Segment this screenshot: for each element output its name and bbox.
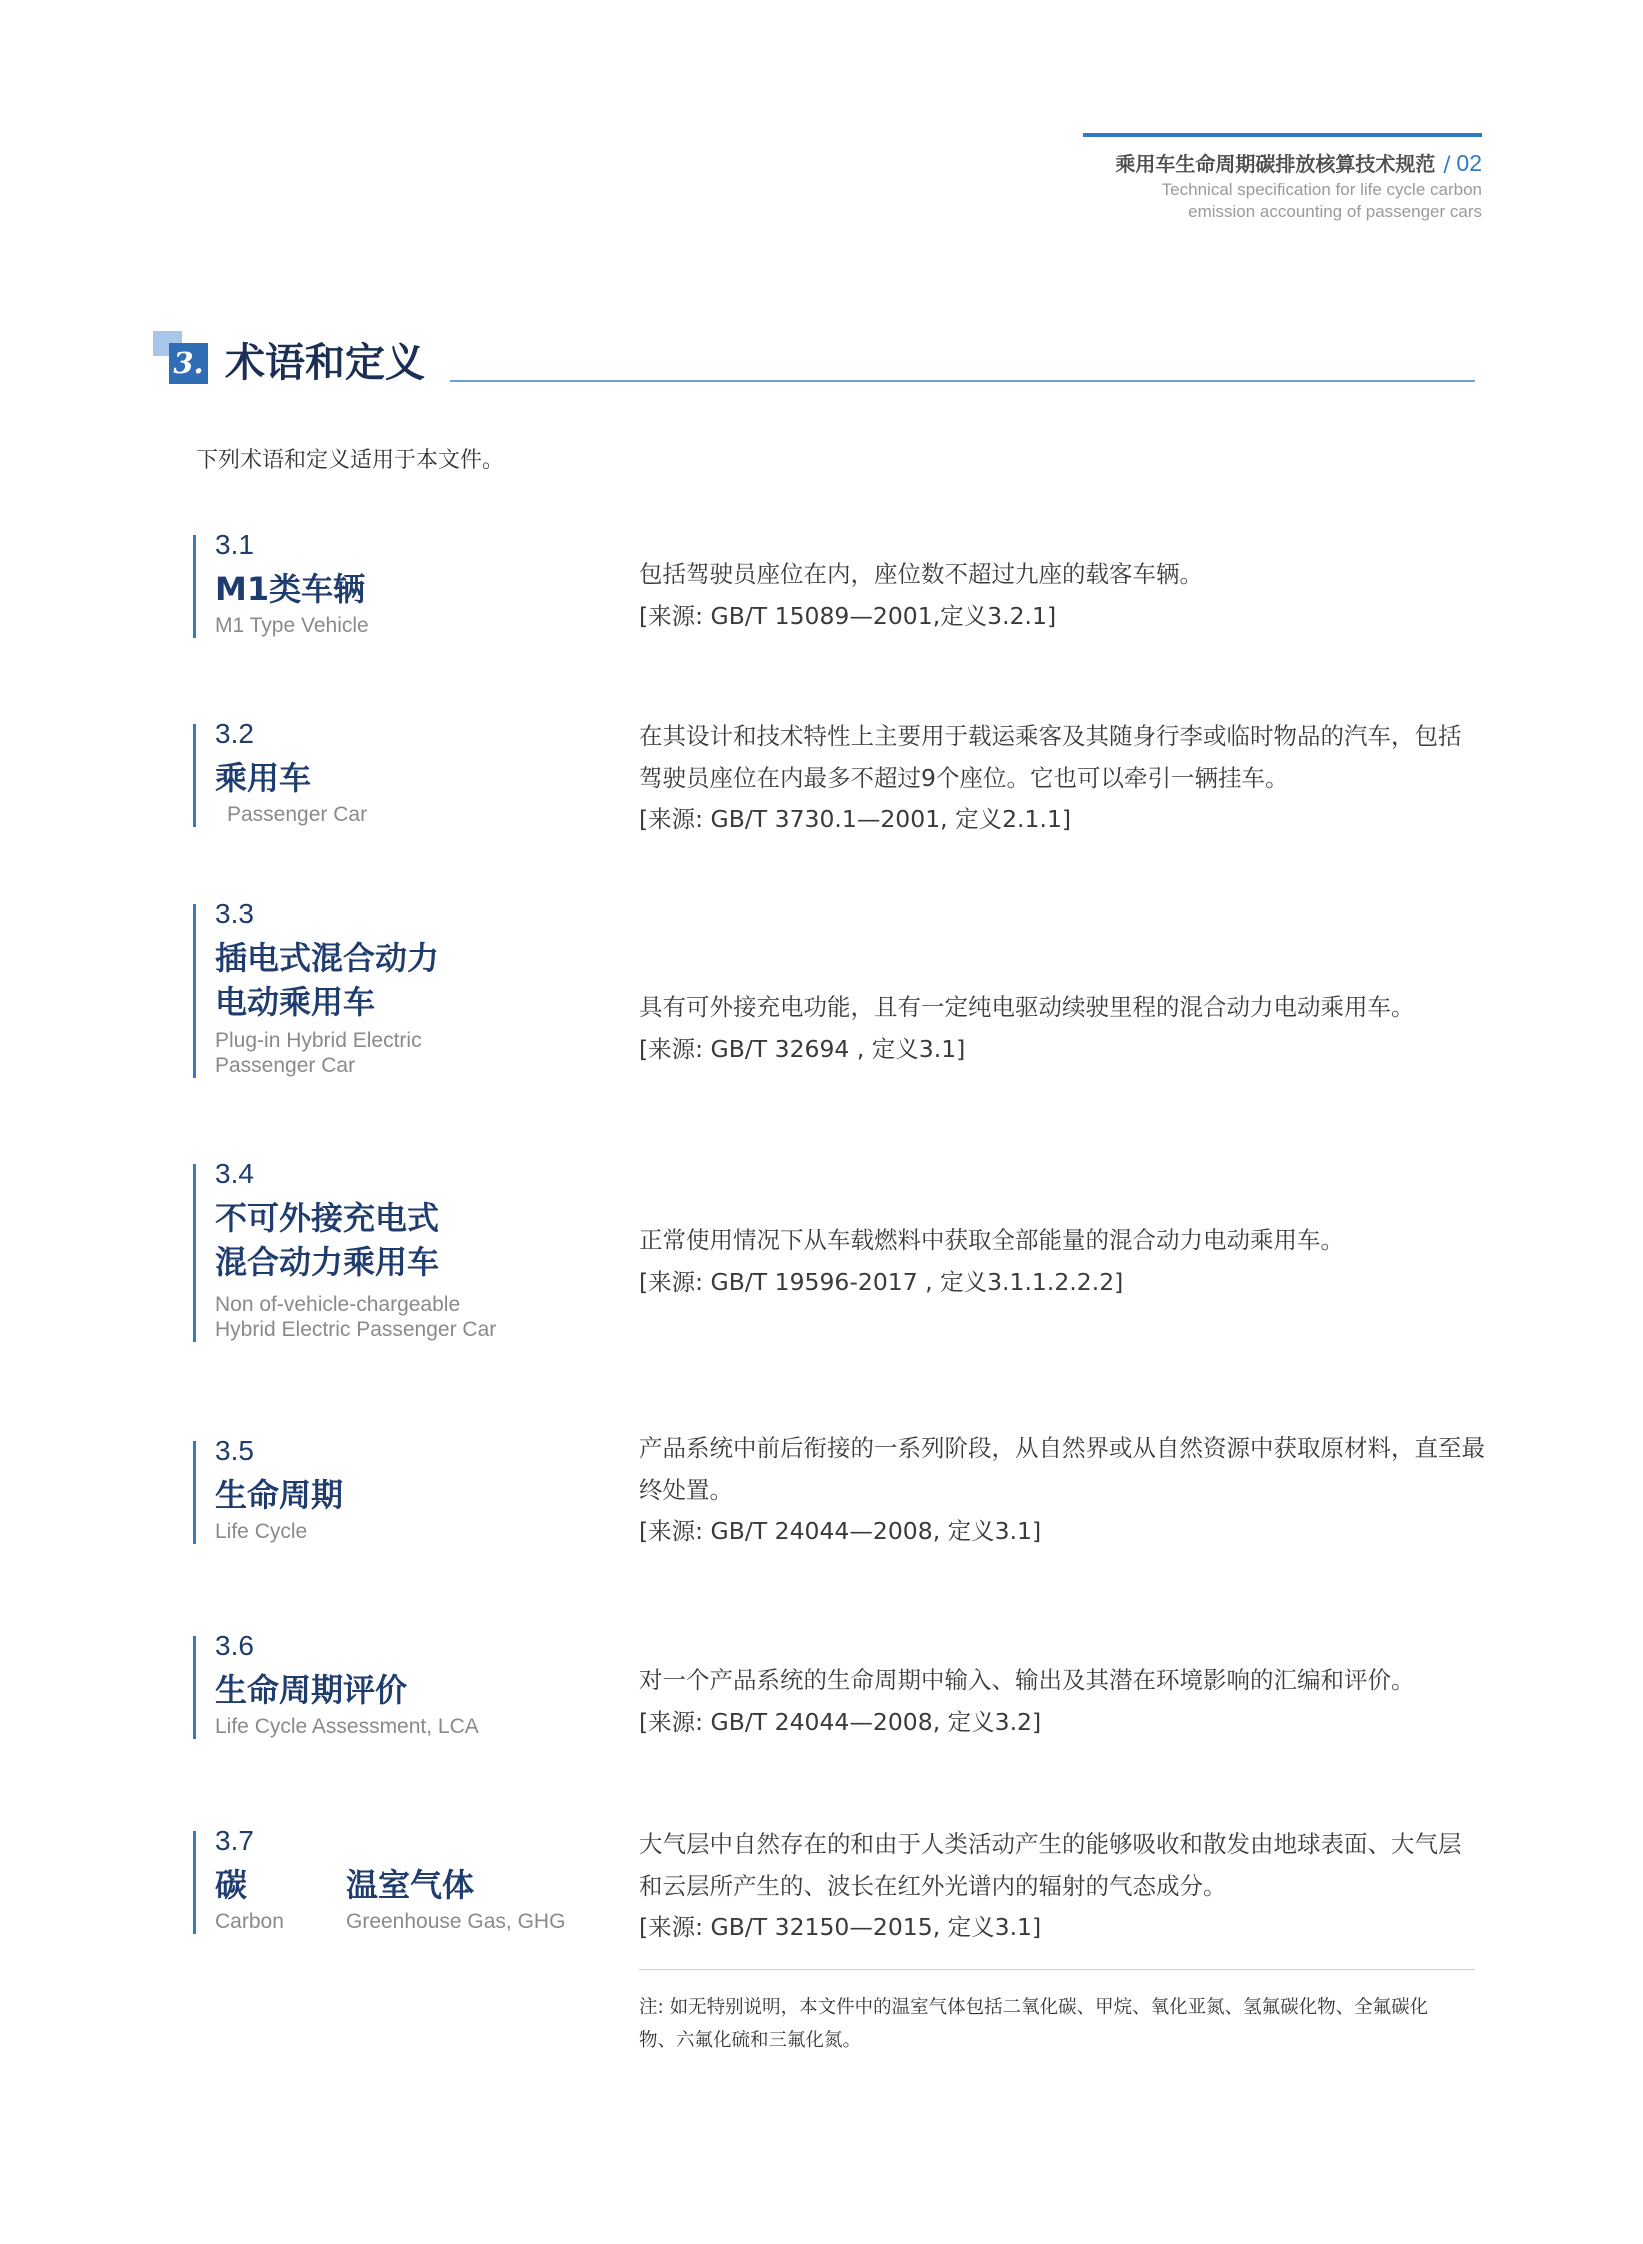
term-number: 3.2 [215, 718, 254, 749]
term-title: 混合动力乘用车 [215, 1243, 440, 1281]
term-title: 碳 [215, 1866, 248, 1904]
term-3-3 [193, 891, 615, 1078]
note-line: 注: 如无特别说明，本文件中的温室气体包括二氧化碳、甲烷、氧化亚氮、氢氟碳化物、全氟碳化 [639, 1997, 1429, 2018]
term-english: Hybrid Electric Passenger Car [215, 1318, 497, 1341]
term-english: M1 Type Vehicle [215, 614, 369, 637]
header-title-cn: 乘用车生命周期碳排放核算技术规范 [1115, 152, 1436, 176]
definition-line: 对一个产品系统的生命周期中输入、输出及其潜在环境影响的汇编和评价。 [639, 1666, 1415, 1694]
section-rule [450, 380, 1475, 382]
term-3-1 [193, 522, 615, 638]
term-bar [193, 535, 196, 638]
definition-source: [来源: GB/T 24044—2008, 定义3.2] [639, 1707, 1042, 1736]
definition-line: 驾驶员座位在内最多不超过9个座位。它也可以牵引一辆挂车。 [639, 763, 1289, 792]
definition-source: [来源: GB/T 32150—2015, 定义3.1] [639, 1913, 1042, 1941]
term-number: 3.5 [215, 1435, 254, 1466]
term-title: 不可外接充电式 [215, 1199, 440, 1237]
term-number: 3.6 [215, 1630, 254, 1661]
term-3-1-definition [639, 554, 1482, 637]
header-title-en-line: Technical specification for life cycle carbon [1161, 180, 1482, 199]
section-number-badge: 3. [169, 343, 208, 384]
header-title [1115, 148, 1482, 179]
definition-line: 终处置。 [639, 1475, 733, 1504]
term-bar [193, 904, 196, 1078]
term-title: 插电式混合动力 [215, 939, 440, 977]
term-title: 生命周期 [215, 1476, 344, 1514]
term-3-4-definition [639, 1220, 1482, 1303]
term-3-5 [193, 1428, 615, 1544]
note-line: 物、六氟化硫和三氟化氮。 [639, 2030, 862, 2051]
definition-source: [来源: GB/T 3730.1—2001, 定义2.1.1] [639, 805, 1072, 833]
definition-source: [来源: GB/T 24044—2008, 定义3.1] [639, 1517, 1042, 1545]
header-title-en [1162, 179, 1482, 223]
header-title-en-line: emission accounting of passenger cars [1188, 202, 1482, 221]
page-number: 02 [1456, 150, 1482, 176]
term-bar [193, 1441, 196, 1544]
definition-source: [来源: GB/T 32694 , 定义3.1] [639, 1034, 966, 1063]
note-divider [639, 1969, 1475, 1970]
definition-source: [来源: GB/T 15089—2001,定义3.2.1] [639, 601, 1057, 630]
term-english: Life Cycle [215, 1520, 308, 1543]
term-3-3-definition [639, 987, 1482, 1070]
term-bar [193, 724, 196, 827]
term-3-6-definition [639, 1660, 1482, 1743]
definition-line: 在其设计和技术特性上主要用于载运乘客及其随身行李或临时物品的汽车，包括 [639, 722, 1462, 750]
term-title: M1类车辆 [215, 570, 366, 608]
term-english: Greenhouse Gas, GHG [346, 1910, 566, 1933]
term-bar [193, 1164, 196, 1342]
definition-line: 具有可外接充电功能，且有一定纯电驱动续驶里程的混合动力电动乘用车。 [639, 993, 1415, 1021]
definition-line: 产品系统中前后衔接的一系列阶段，从自然界或从自然资源中获取原材料，直至最 [639, 1434, 1485, 1462]
section-intro: 下列术语和定义适用于本文件。 [196, 448, 505, 473]
term-english: Passenger Car [215, 1054, 356, 1077]
term-3-2 [193, 711, 615, 827]
term-title: 温室气体 [346, 1866, 475, 1904]
section-title: 术语和定义 [225, 339, 425, 386]
term-3-5-definition [639, 1428, 1485, 1553]
term-3-2-definition [639, 716, 1482, 841]
term-english: Passenger Car [227, 803, 368, 826]
term-english: Plug-in Hybrid Electric [215, 1029, 422, 1052]
term-title: 电动乘用车 [215, 983, 376, 1021]
note [639, 1991, 1428, 2057]
term-number: 3.1 [215, 529, 254, 560]
definition-line: 和云层所产生的、波长在红外光谱内的辐射的气态成分。 [639, 1871, 1227, 1900]
term-english: Life Cycle Assessment, LCA [215, 1715, 479, 1738]
term-number: 3.7 [215, 1825, 254, 1856]
term-english: Non of-vehicle-chargeable [215, 1293, 461, 1316]
term-number: 3.3 [215, 898, 254, 929]
term-bar [193, 1636, 196, 1739]
term-number: 3.4 [215, 1158, 254, 1189]
term-title: 生命周期评价 [215, 1671, 408, 1709]
header-separator: / [1443, 152, 1451, 176]
term-bar [193, 1831, 196, 1934]
term-3-7-definition [639, 1824, 1482, 1949]
definition-line: 大气层中自然存在的和由于人类活动产生的能够吸收和散发由地球表面、大气层 [639, 1830, 1462, 1858]
term-title: 乘用车 [215, 759, 312, 797]
term-3-7 [193, 1818, 675, 1934]
definition-source: [来源: GB/T 19596-2017 , 定义3.1.1.2.2.2] [639, 1267, 1124, 1296]
definition-line: 包括驾驶员座位在内，座位数不超过九座的载客车辆。 [639, 560, 1203, 588]
header-rule [1083, 133, 1482, 137]
term-3-6 [193, 1623, 615, 1739]
definition-line: 正常使用情况下从车载燃料中获取全部能量的混合动力电动乘用车。 [639, 1226, 1344, 1254]
term-english: Carbon [215, 1910, 284, 1933]
term-3-4 [193, 1151, 615, 1342]
